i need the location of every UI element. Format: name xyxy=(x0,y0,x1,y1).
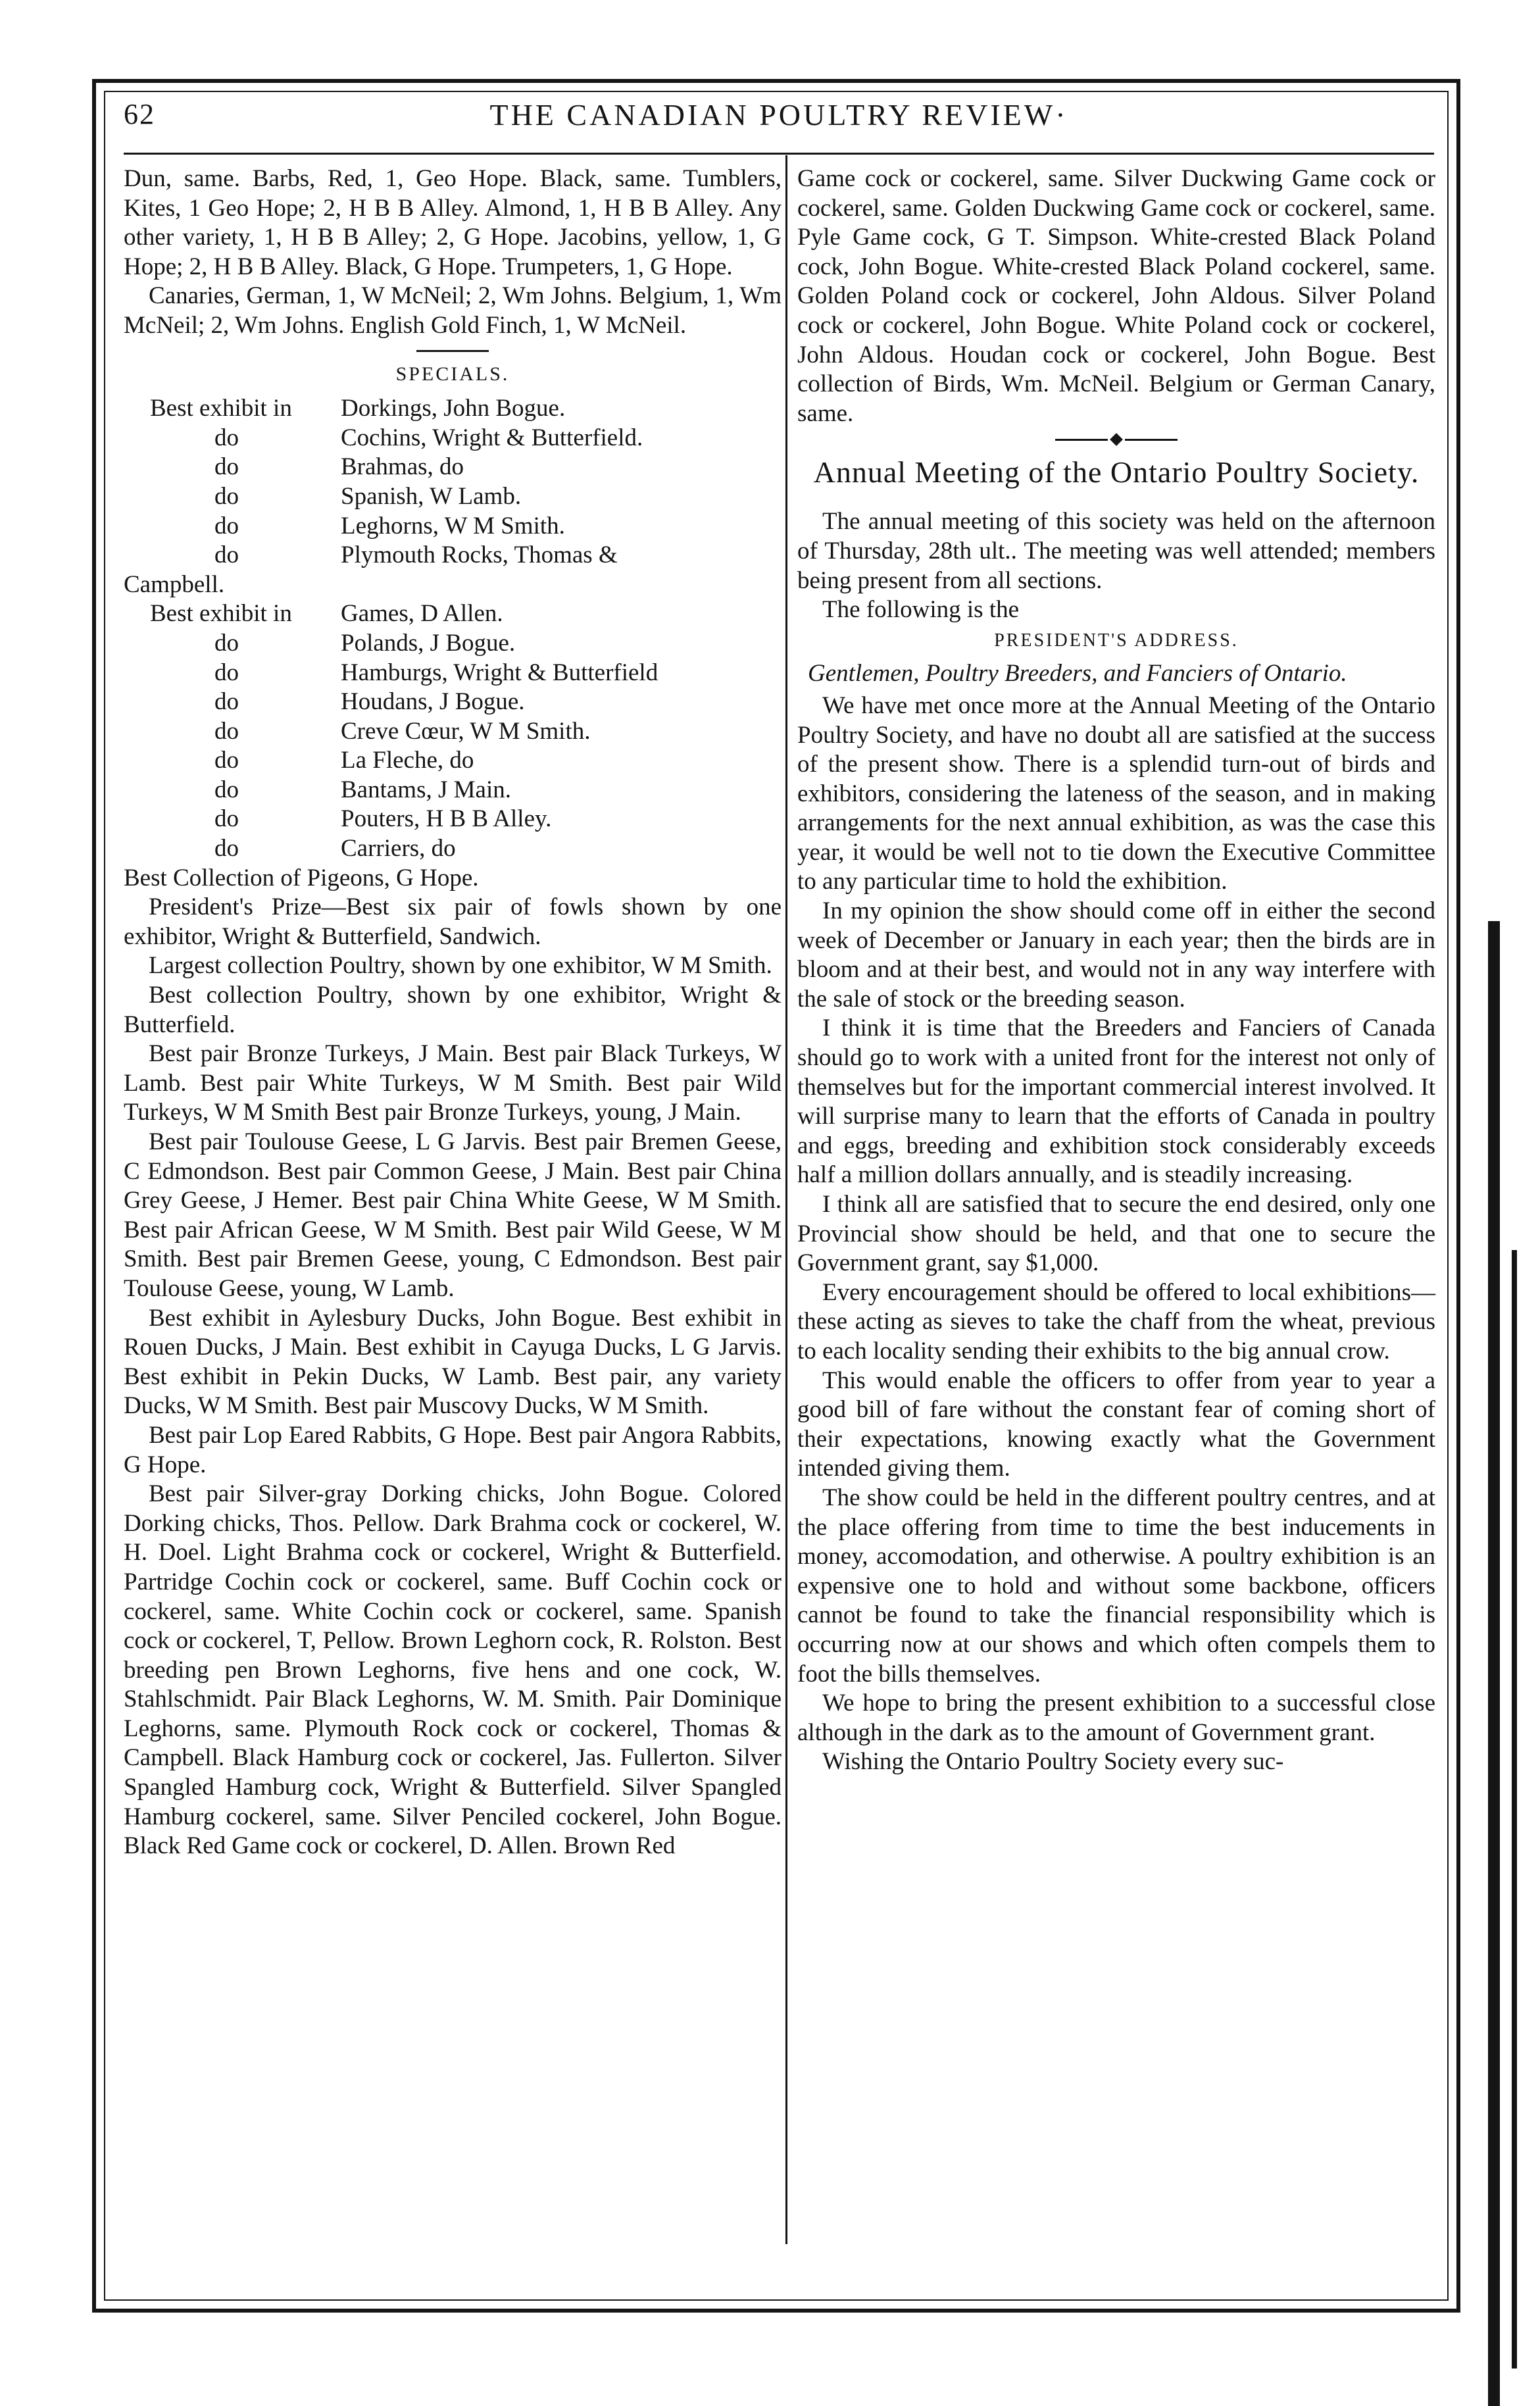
body-paragraph: I think it is time that the Breeders and Fanciers of Canada should go to work with a united front for the interest not only of themselves but for the important commercial interest involved. It will surprise many to learn that the efforts of Canada in poultry and eggs, breeding and exhibition stock considerably exceeds half a million dollars annually, and is steadily increasing. xyxy=(797,1015,1435,1189)
header-rule xyxy=(124,153,1434,155)
specials-label: do xyxy=(214,629,239,657)
specials-text: Carriers, do xyxy=(341,835,456,863)
body-paragraph: Best pair Silver-gray Dorking chicks, John Bogue. Colored Dorking chicks, Thos. Pellow. Dark Brahma cock or cockerel, W. H. Doel. Light Brahma cock or cockerel, Wright & Butterfield. Partridge Cochin cock or cockerel, same. Buff Cochin cock or cockerel, same. White Cochin cock or cockerel, same. Spanish cock or cockerel, T, Pellow. Brown Leghorn cock, R. Rolston. Best breeding pen Brown Leghorns, five hens and one cock, W. Stahlschmidt. Pair Black Leghorns, W. M. Smith. Pair Dominique Leghorns, same. Plymouth Rock cock or cockerel, Thomas & Campbell. Black Hamburg cock or cockerel, Jas. Fullerton. Silver Spangled Hamburg cock, Wright & Butterfield. Silver Spangled Hamburg cockerel, same. Silver Penciled cockerel, John Bogue. Black Red Game cock or cockerel, D. Allen. Brown Red xyxy=(124,1480,782,1860)
specials-label: do xyxy=(214,747,239,774)
column-rule xyxy=(785,155,787,2244)
body-paragraph: President's Prize—Best six pair of fowls shown by one exhibitor, Wright & Butterfield, Sandwich. xyxy=(124,893,782,950)
specials-row xyxy=(124,394,782,424)
body-paragraph: Best pair Toulouse Geese, L G Jarvis. Best pair Bremen Geese, C Edmondson. Best pair Common Geese, J Main. Best pair China Grey Geese, J Hemer. Best pair China White Geese, W M Smith. Best pair African Geese, W M Smith. Best pair Wild Geese, W M Smith. Best pair Bremen Geese, young, C Edmondson. Best pair Toulouse Geese, young, W Lamb. xyxy=(124,1128,782,1302)
body-paragraph: Best exhibit in Aylesbury Ducks, John Bogue. Best exhibit in Rouen Ducks, J Main. Best exhibit in Cayuga Ducks, L G Jarvis. Best exhibit in Pekin Ducks, W Lamb. Best pair, any variety Ducks, W M Smith. Best pair Muscovy Ducks, W M Smith. xyxy=(124,1304,782,1420)
specials-row xyxy=(124,688,782,717)
specials-list-2 xyxy=(124,599,782,863)
specials-row xyxy=(124,746,782,776)
specials-label: do xyxy=(214,659,239,686)
body-paragraph: Best pair Lop Eared Rabbits, G Hope. Best pair Angora Rabbits, G Hope. xyxy=(124,1421,782,1478)
specials-row xyxy=(124,599,782,629)
pigeons-line: Best Collection of Pigeons, G Hope. xyxy=(124,864,479,891)
specials-row xyxy=(124,659,782,688)
body-paragraph: The annual meeting of this society was held on the afternoon of Thursday, 28th ult.. The meeting was well attended; members being present from all sections. xyxy=(797,508,1435,594)
specials-text: La Fleche, do xyxy=(341,747,474,774)
body-paragraph: This would enable the officers to offer from year to year a good bill of fare without the constant fear of coming short of their expectations, knowing exactly what the Government intended giving them. xyxy=(797,1366,1435,1482)
specials-text: Leghorns, W M Smith. xyxy=(341,512,565,539)
address-heading: PRESIDENT'S ADDRESS. xyxy=(994,630,1239,651)
specials-text: Plymouth Rocks, Thomas & xyxy=(341,541,618,569)
specials-row xyxy=(124,512,782,541)
specials-row xyxy=(124,453,782,482)
body-paragraph: Best collection Poultry, shown by one exhibitor, Wright & Butterfield. xyxy=(124,982,782,1038)
body-paragraph: I think all are satisfied that to secure the end desired, only one Provincial show should be held, and that one to secure the Government grant, say $1,000. xyxy=(797,1191,1435,1277)
specials-label: do xyxy=(214,541,239,569)
ornament-diamond-icon xyxy=(1110,433,1123,446)
ornament-line xyxy=(1055,439,1108,441)
specials-row xyxy=(124,424,782,453)
body-paragraph: We have met once more at the Annual Meeting of the Ontario Poultry Society, and have no doubt all are satisfied at the success of the present show. There is a splendid turn-out of birds and exhibitors, considering the lateness of the season, and in making arrangements for the next annual exhibition, as was the case this year, it would be well not to tie down the Executive Committee to any particular time to hold the exhibition. xyxy=(797,691,1435,895)
page-header xyxy=(124,92,1434,151)
specials-row xyxy=(124,776,782,805)
section-rule xyxy=(416,350,489,352)
specials-label: do xyxy=(214,835,239,863)
ornament-line xyxy=(1125,439,1178,441)
specials-text: Creve Cœur, W M Smith. xyxy=(341,717,591,745)
binding-edge-shadow-2 xyxy=(1512,1250,1517,2368)
specials-row xyxy=(124,541,782,570)
continuation-paragraph: Game cock or cockerel, same. Silver Duckwing Game cock or cockerel, same. Golden Duckwing Game cock or cockerel, same. Pyle Game cock, G T. Simpson. White-crested Black Poland cock, John Bogue. White-crested Black Poland cockerel, same. Golden Poland cock or cockerel, John Aldous. Silver Poland cock or cockerel, John Bogue. White Poland cock or cockerel, John Aldous. Houdan cock or cockerel, John Bogue. Best collection of Birds, Wm. McNeil. Belgium or German Canary, same. xyxy=(797,165,1435,427)
specials-label: do xyxy=(214,424,239,451)
article-title: Annual Meeting of the Ontario Poultry Society. xyxy=(813,455,1420,489)
specials-text: Brahmas, do xyxy=(341,453,464,481)
right-column xyxy=(797,164,1435,1777)
specials-continuation: Campbell. xyxy=(124,570,225,598)
specials-label: Best exhibit in xyxy=(150,395,292,422)
specials-text: Houdans, J Bogue. xyxy=(341,688,525,716)
specials-label: Best exhibit in xyxy=(150,600,292,628)
body-paragraph: The following is the xyxy=(822,596,1020,624)
body-paragraph: Every encouragement should be offered to local exhibitions—these acting as sieves to take the chaff from the wheat, previous to each locality sending their exhibits to the big annual crow. xyxy=(797,1278,1435,1365)
binding-edge-shadow xyxy=(1488,921,1500,2406)
specials-text: Hamburgs, Wright & Butterfield xyxy=(341,659,658,686)
page-number: 62 xyxy=(124,98,155,130)
specials-text: Dorkings, John Bogue. xyxy=(341,395,566,422)
specials-text: Spanish, W Lamb. xyxy=(341,482,522,510)
specials-text: Bantams, J Main. xyxy=(341,776,511,803)
body-paragraph: In my opinion the show should come off in either the second week of December or January in each year; then the birds are in bloom and at their best, and would not in any way interfere with the sale of stock or the breeding season. xyxy=(797,897,1435,1013)
intro-paragraph: Canaries, German, 1, W McNeil; 2, Wm Johns. Belgium, 1, Wm McNeil; 2, Wm Johns. English Gold Finch, 1, W McNeil. xyxy=(124,282,782,339)
specials-text: Games, D Allen. xyxy=(341,600,503,628)
specials-text: Cochins, Wright & Butterfield. xyxy=(341,424,643,451)
body-paragraph: We hope to bring the present exhibition to a successful close although in the dark as to the amount of Government grant. xyxy=(797,1690,1435,1746)
specials-row xyxy=(124,717,782,747)
specials-label: do xyxy=(214,776,239,803)
body-paragraph: Best pair Bronze Turkeys, J Main. Best pair Black Turkeys, W Lamb. Best pair White Turkeys, W M Smith. Best pair Wild Turkeys, W M Smith Best pair Bronze Turkeys, young, J Main. xyxy=(124,1040,782,1126)
specials-list xyxy=(124,394,782,570)
specials-row xyxy=(124,482,782,512)
specials-label: do xyxy=(214,512,239,539)
left-column xyxy=(124,164,782,1861)
body-paragraph: Wishing the Ontario Poultry Society every suc- xyxy=(822,1748,1284,1776)
body-paragraph: The show could be held in the different poultry centres, and at the place offering from time to time the best inducements in money, accomodation, and otherwise. A poultry exhibition is an expensive one to hold and without some backbone, officers cannot be found to take the financial responsibility which is occurring now at our shows and which often compels them to foot the bills themselves. xyxy=(797,1484,1435,1688)
specials-row xyxy=(124,629,782,659)
specials-text: Polands, J Bogue. xyxy=(341,629,516,657)
running-title: THE CANADIAN POULTRY REVIEW· xyxy=(489,98,1068,132)
specials-label: do xyxy=(214,453,239,481)
section-ornament xyxy=(797,435,1435,444)
specials-text: Pouters, H B B Alley. xyxy=(341,805,552,833)
specials-row xyxy=(124,834,782,864)
specials-label: do xyxy=(214,805,239,833)
body-paragraph: Largest collection Poultry, shown by one exhibitor, W M Smith. xyxy=(149,952,772,980)
salutation: Gentlemen, Poultry Breeders, and Fanciers of Ontario. xyxy=(808,660,1347,688)
specials-heading: SPECIALS. xyxy=(395,363,510,385)
specials-row xyxy=(124,805,782,834)
intro-paragraph: Dun, same. Barbs, Red, 1, Geo Hope. Black, same. Tumblers, Kites, 1 Geo Hope; 2, H B B Alley. Almond, 1, H B B Alley. Any other variety, 1, H B B Alley; 2, G Hope. Jacobins, yellow, 1, G Hope; 2, H B B Alley. Black, G Hope. Trumpeters, 1, G Hope. xyxy=(124,165,782,280)
specials-label: do xyxy=(214,688,239,716)
specials-label: do xyxy=(214,482,239,510)
specials-label: do xyxy=(214,717,239,745)
